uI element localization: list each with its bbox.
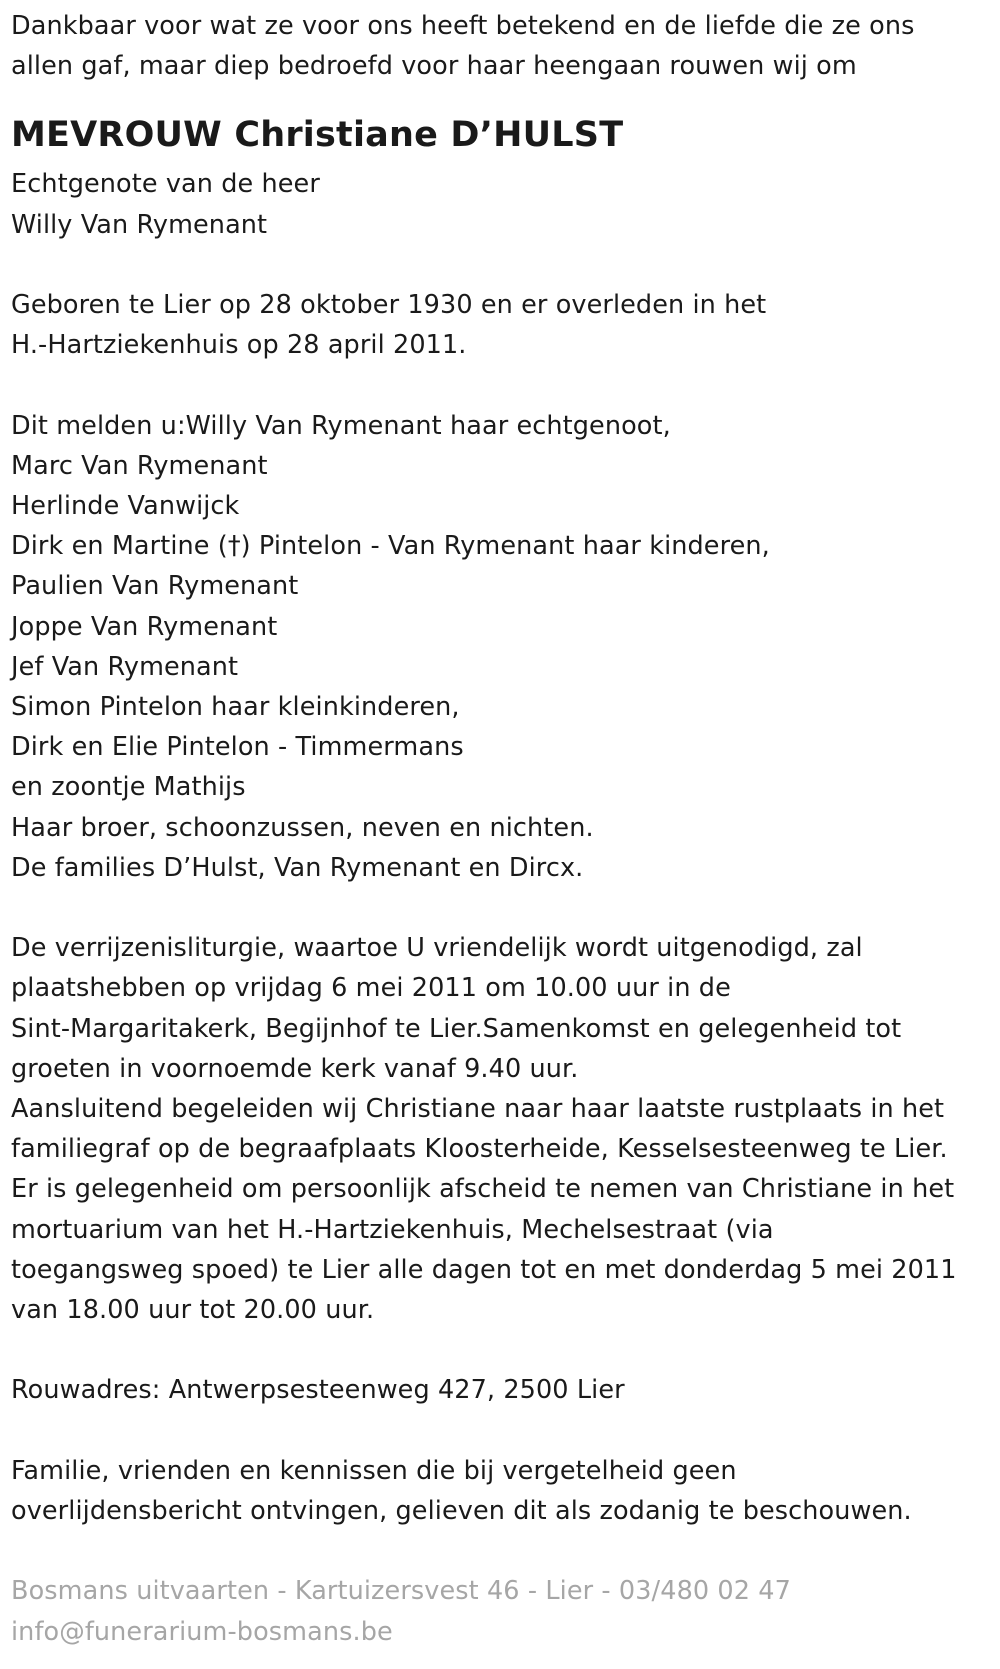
family-line: Dirk en Martine (†) Pintelon - Van Rymenant haar kinderen, — [11, 531, 770, 562]
spouse-line: Willy Van Rymenant — [11, 209, 268, 240]
spacer — [11, 888, 1000, 928]
address-line: Rouwadres: Antwerpsesteenweg 427, 2500 Lier — [11, 1375, 625, 1406]
ceremony-info — [11, 928, 1000, 1330]
family-line: De families D’Hulst, Van Rymenant en Dircx. — [11, 852, 584, 883]
ceremony-line: toegangsweg spoed) te Lier alle dagen tot en met donderdag 5 mei 2011 — [11, 1254, 957, 1285]
intro-line: allen gaf, maar diep bedroefd voor haar heengaan rouwen wij om — [11, 51, 857, 82]
ceremony-line: Sint-Margaritakerk, Begijnhof te Lier.Samenkomst en gelegenheid tot — [11, 1013, 902, 1044]
family-line: Dit melden u:Willy Van Rymenant haar echtgenoot, — [11, 410, 671, 441]
birth-death-info — [11, 285, 1000, 365]
ceremony-line: plaatshebben op vrijdag 6 mei 2011 om 10.00 uur in de — [11, 973, 731, 1004]
notice-text — [11, 1451, 1000, 1531]
notice-line: Familie, vrienden en kennissen die bij vergetelheid geen — [11, 1455, 737, 1486]
birth-line: H.-Hartziekenhuis op 28 april 2011. — [11, 330, 467, 361]
spouse-line: Echtgenote van de heer — [11, 169, 320, 200]
ceremony-line: Er is gelegenheid om persoonlijk afscheid te nemen van Christiane in het — [11, 1174, 955, 1205]
family-line: Marc Van Rymenant — [11, 450, 268, 481]
funeral-home-footer — [11, 1571, 1000, 1651]
family-line: Simon Pintelon haar kleinkinderen, — [11, 692, 460, 723]
ceremony-line: groeten in voornoemde kerk vanaf 9.40 uur. — [11, 1053, 579, 1084]
notice-line: overlijdensbericht ontvingen, gelieven dit als zodanig te beschouwen. — [11, 1496, 912, 1527]
mourning-address — [11, 1370, 1000, 1410]
deceased-name-heading: MEVROUW Christiane D’HULST — [11, 115, 624, 156]
family-list — [11, 406, 1000, 888]
footer-contact-line: Bosmans uitvaarten - Kartuizersvest 46 - Lier - 03/480 02 47 — [11, 1576, 791, 1607]
family-line: Dirk en Elie Pintelon - Timmermans — [11, 732, 464, 763]
footer-email-link[interactable]: info@funerarium-bosmans.be — [11, 1616, 393, 1647]
ceremony-line: Aansluitend begeleiden wij Christiane naar haar laatste rustplaats in het — [11, 1094, 945, 1125]
intro-text — [11, 6, 1000, 86]
family-line: Herlinde Vanwijck — [11, 491, 240, 521]
birth-line: Geboren te Lier op 28 oktober 1930 en er overleden in het — [11, 290, 767, 320]
spacer — [11, 1411, 1000, 1451]
family-line: Paulien Van Rymenant — [11, 571, 299, 602]
ceremony-line: mortuarium van het H.-Hartziekenhuis, Mechelsestraat (via — [11, 1214, 774, 1245]
spacer — [11, 245, 1000, 285]
spouse-info — [11, 164, 1000, 244]
ceremony-line: van 18.00 uur tot 20.00 uur. — [11, 1295, 375, 1326]
family-line: en zoontje Mathijs — [11, 772, 246, 803]
ceremony-line: familiegraf op de begraafplaats Kloosterheide, Kesselsesteenweg te Lier. — [11, 1134, 948, 1165]
spacer — [11, 1531, 1000, 1571]
intro-line: Dankbaar voor wat ze voor ons heeft betekend en de liefde die ze ons — [11, 11, 915, 41]
ceremony-line: De verrijzenisliturgie, waartoe U vriendelijk wordt uitgenodigd, zal — [11, 933, 863, 964]
family-line: Joppe Van Rymenant — [11, 611, 278, 642]
family-line: Haar broer, schoonzussen, neven en nichten. — [11, 812, 594, 843]
spacer — [11, 365, 1000, 405]
family-line: Jef Van Rymenant — [11, 651, 239, 682]
spacer — [11, 1330, 1000, 1370]
